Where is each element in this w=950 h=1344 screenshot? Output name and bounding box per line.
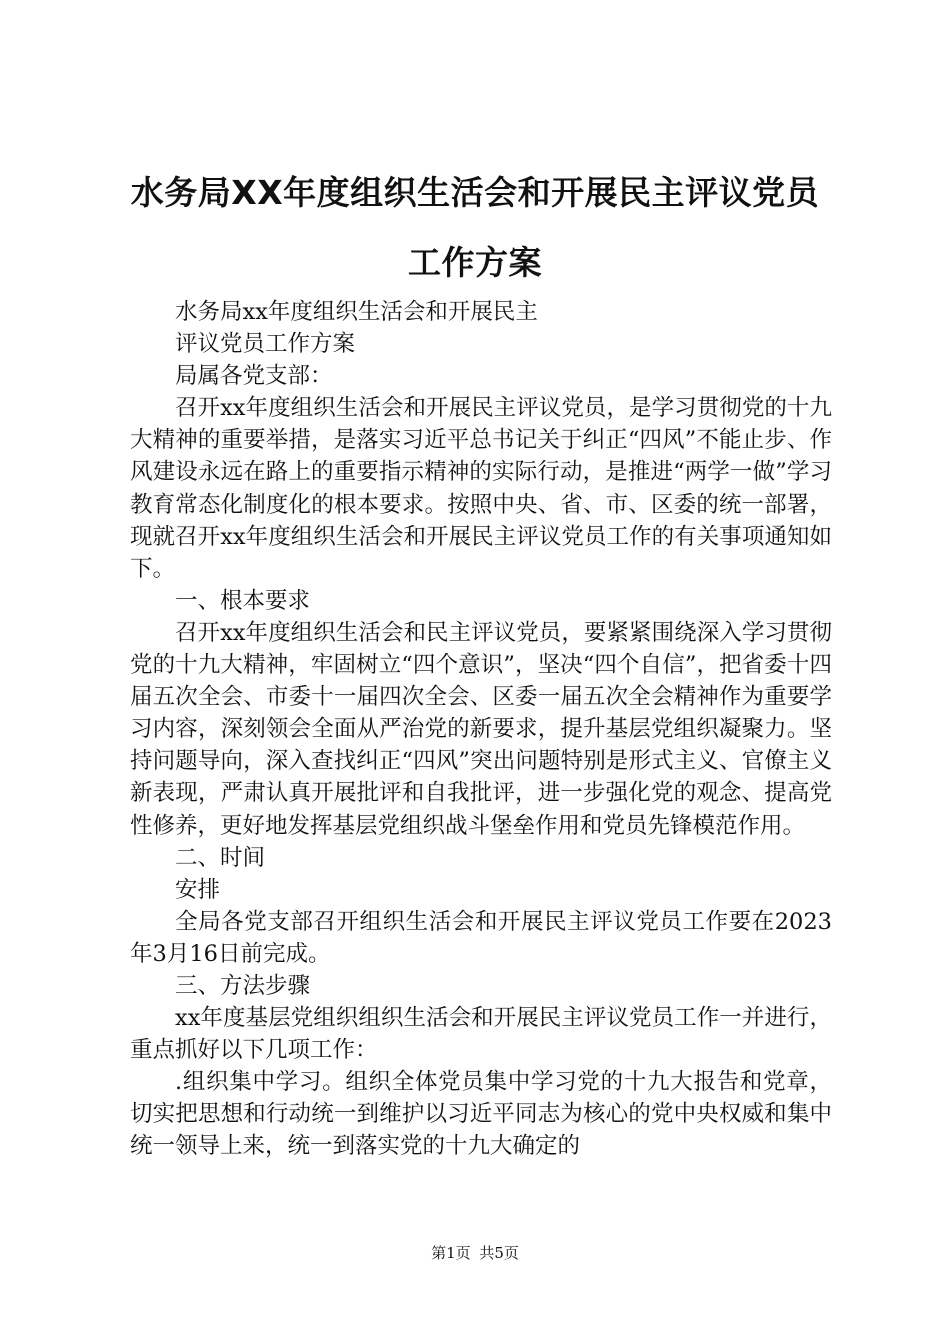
salutation: 局属各党支部：: [175, 363, 333, 390]
page-footer: [0, 1243, 950, 1263]
intro-paragraph: 召开xx年度组织生活会和开展民主评议党员，是学习贯彻党的十九大精神的重要举措，是落实习近平总书记关于纠正“四风”不能止步、作风建设永远在路上的重要指示精神的实际行动，是推进“两学一做”学习教育常态化制度化的根本要求。按照中央、省、市、区委的统一部署，现就召开xx年度组织生活会和开展民主评议党员工作的有关事项通知如下。: [130, 395, 832, 582]
section-heading-requirements: 一、根本要求: [175, 587, 311, 614]
subtitle-line-1: 水务局xx年度组织生活会和开展民主: [175, 299, 538, 325]
steps-paragraph: xx年度基层党组织组织生活会和开展民主评议党员工作一并进行，重点抓好以下几项工作：: [130, 1005, 832, 1064]
study-paragraph: .组织集中学习。组织全体党员集中学习党的十九大报告和党章，切实把思想和行动统一到维护以习近平同志为核心的党中央权威和集中统一领导上来，统一到落实党的十九大确定的: [130, 1069, 832, 1160]
page-total: 共5页: [479, 1244, 519, 1262]
document-title: 水务局XX年度组织生活会和开展民主评议党员工作方案: [130, 173, 820, 282]
time-paragraph: 全局各党支部召开组织生活会和开展民主评议党员工作要在2023年3月16日前完成。: [130, 908, 832, 967]
document-body: [130, 296, 832, 1163]
requirements-paragraph: 召开xx年度组织生活会和民主评议党员，要紧紧围绕深入学习贯彻党的十九大精神，牢固树立“四个意识”，坚决“四个自信”，把省委十四届五次全会、市委十一届四次全会、区委一届五次全会精神作为重要学习内容，深刻领会全面从严治党的新要求，提升基层党组织凝聚力。坚持问题导向，深入查找纠正“四风”突出问题特别是形式主义、官僚主义新表现，严肃认真开展批评和自我批评，进一步强化党的观念、提高党性修养，更好地发挥基层党组织战斗堡垒作用和党员先锋模范作用。: [130, 619, 832, 839]
section-heading-steps: 三、方法步骤: [175, 972, 311, 999]
subtitle-line-2: 评议党员工作方案: [175, 331, 356, 358]
section-heading-time: 二、时间: [175, 844, 266, 871]
page-number: 第1页: [431, 1244, 471, 1262]
section-heading-time-cont: 安排: [175, 876, 221, 903]
